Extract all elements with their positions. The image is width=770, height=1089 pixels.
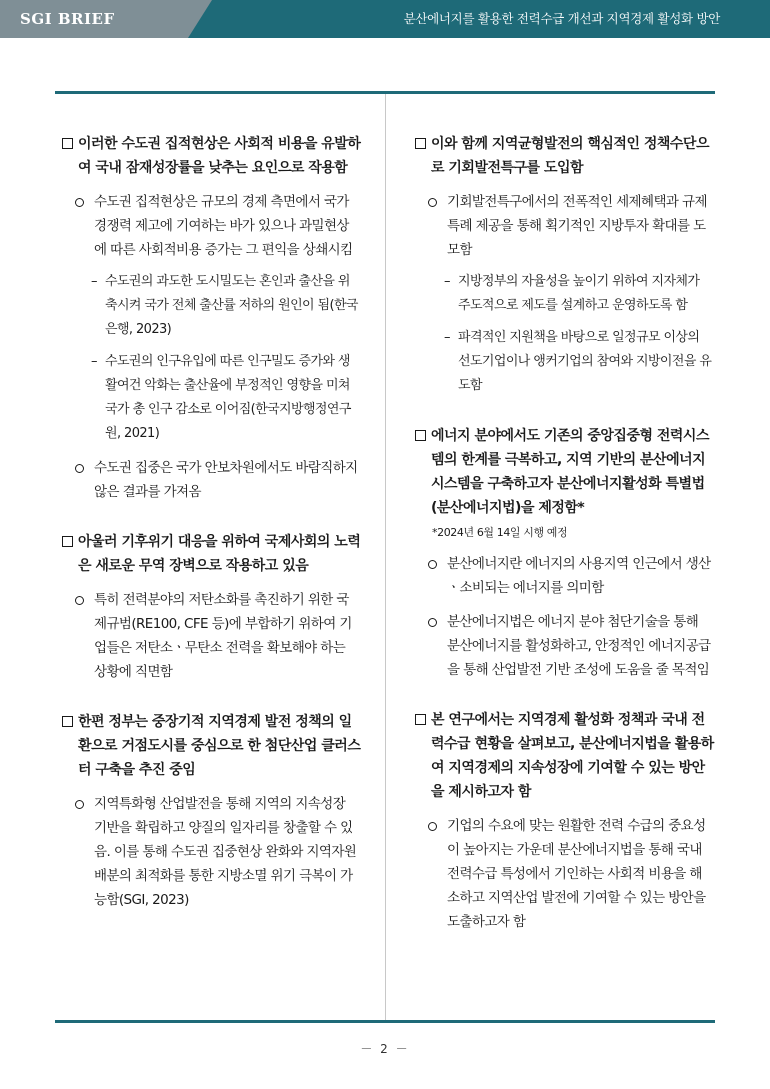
circle-bullet-icon: [428, 560, 437, 569]
circle-item: [75, 792, 361, 912]
dash-bullet-icon: –: [444, 274, 450, 289]
dash-item-text: 파격적인 지원책을 바탕으로 일정규모 이상의 선도기업이나 앵커기업의 참여와 지방이전을 유도함: [458, 330, 712, 393]
section-heading: [61, 132, 361, 180]
right-column: [414, 132, 714, 960]
circle-item-text: 기업의 수요에 맞는 원활한 전력 수급의 중요성이 높아지는 가운데 분산에너지법을 통해 국내 전력수급 특성에서 기인하는 사회적 비용을 해소하고 지역산업 발전에 기여할 수 있는 방안을 도출하고자 함: [447, 818, 706, 930]
dash-bullet-icon: –: [91, 354, 97, 369]
section-block: [414, 424, 714, 682]
section-heading: [414, 424, 714, 520]
checkbox-bullet-icon: [415, 138, 426, 149]
bottom-rule: [55, 1020, 715, 1023]
circle-item: [75, 588, 361, 684]
report-title: 분산에너지를 활용한 전력수급 개선과 지역경제 활성화 방안: [403, 11, 720, 26]
section-block: [414, 132, 714, 398]
section-heading-text: 한편 정부는 중장기적 지역경제 발전 정책의 일환으로 거점도시를 중심으로 한 첨단산업 클러스터 구축을 추진 중임: [78, 714, 361, 778]
footnote: *2024년 6월 14일 시행 예정: [432, 526, 568, 539]
circle-item-text: 특히 전력분야의 저탄소화를 촉진하기 위한 국제규범(RE100, CFE 등)에 부합하기 위하여 기업들은 저탄소ㆍ무탄소 전력을 확보해야 하는 상황에 직면함: [94, 592, 352, 680]
section-block: [61, 710, 361, 912]
dash-bullet-icon: –: [91, 274, 97, 289]
circle-item: [428, 190, 714, 262]
section-heading: [414, 132, 714, 180]
circle-item-text: 수도권 집적현상은 규모의 경제 측면에서 국가경쟁력 제고에 기여하는 바가 있으나 과밀현상에 따른 사회적비용 증가는 그 편익을 상쇄시킴: [94, 194, 353, 258]
section-heading-text: 본 연구에서는 지역경제 활성화 정책과 국내 전력수급 현황을 살펴보고, 분산에너지법을 활용하여 지역경제의 지속성장에 기여할 수 있는 방안을 제시하고자 함: [431, 712, 714, 800]
circle-item-text: 분산에너지법은 에너지 분야 첨단기술을 통해 분산에너지를 활성화하고, 안정적인 에너지공급을 통해 산업발전 기반 조성에 도움을 줄 목적임: [447, 614, 711, 678]
section-heading: [414, 708, 714, 804]
checkbox-bullet-icon: [62, 536, 73, 547]
section-heading-text: 이러한 수도권 집적현상은 사회적 비용을 유발하여 국내 잠재성장률을 낮추는 요인으로 작용함: [78, 136, 361, 176]
dash-item: [444, 326, 714, 398]
column-divider: [385, 94, 386, 1020]
checkbox-bullet-icon: [415, 714, 426, 725]
circle-item: [75, 190, 361, 262]
section-heading: [61, 530, 361, 578]
circle-bullet-icon: [428, 198, 437, 207]
circle-item-text: 기회발전특구에서의 전폭적인 세제혜택과 규제특례 제공을 통해 획기적인 지방투자 확대를 도모함: [447, 194, 707, 258]
dash-item-text: 지방정부의 자율성을 높이기 위하여 지자체가 주도적으로 제도를 설계하고 운영하도록 함: [458, 274, 700, 313]
left-column: [61, 132, 361, 938]
circle-bullet-icon: [428, 822, 437, 831]
section-heading: [61, 710, 361, 782]
circle-bullet-icon: [75, 596, 84, 605]
checkbox-bullet-icon: [415, 430, 426, 441]
section-heading-text: 이와 함께 지역균형발전의 핵심적인 정책수단으로 기회발전특구를 도입함: [431, 136, 709, 176]
circle-item: [428, 552, 714, 600]
dash-item: [444, 270, 714, 318]
dash-bullet-icon: –: [444, 330, 450, 345]
dash-item: [91, 270, 361, 342]
circle-item: [75, 456, 361, 504]
section-block: [61, 132, 361, 504]
circle-item-text: 지역특화형 산업발전을 통해 지역의 지속성장 기반을 확립하고 양질의 일자리를 창출할 수 있음. 이를 통해 수도권 집중현상 완화와 지역자원 배분의 최적화를 통한 지방소멸 위기 극복이 가능함(SGI, 2023): [94, 796, 357, 908]
dash-item-text: 수도권의 인구유입에 따른 인구밀도 증가와 생활여건 악화는 출산율에 부정적인 영향을 미쳐 국가 총 인구 감소로 이어짐(한국지방행정연구원, 2021): [105, 354, 351, 441]
checkbox-bullet-icon: [62, 716, 73, 727]
page-number: － 2 －: [360, 1042, 410, 1056]
circle-bullet-icon: [428, 618, 437, 627]
brand-logo: SGI BRIEF: [20, 10, 115, 28]
section-heading-text: 에너지 분야에서도 기존의 중앙집중형 전력시스템의 한계를 극복하고, 지역 기반의 분산에너지 시스템을 구축하고자 분산에너지활성화 특별법(분산에너지법)을 제정함*: [431, 428, 709, 516]
circle-bullet-icon: [75, 198, 84, 207]
circle-bullet-icon: [75, 800, 84, 809]
dash-item-text: 수도권의 과도한 도시밀도는 혼인과 출산을 위축시켜 국가 전체 출산률 저하의 원인이 됨(한국은행, 2023): [105, 274, 358, 337]
dash-item: [91, 350, 361, 446]
circle-item-text: 수도권 집중은 국가 안보차원에서도 바람직하지 않은 결과를 가져옴: [94, 460, 358, 500]
section-block: [414, 708, 714, 934]
circle-bullet-icon: [75, 464, 84, 473]
circle-item: [428, 814, 714, 934]
section-heading-text: 아울러 기후위기 대응을 위하여 국제사회의 노력은 새로운 무역 장벽으로 작용하고 있음: [78, 534, 361, 574]
section-block: [61, 530, 361, 684]
checkbox-bullet-icon: [62, 138, 73, 149]
page-header: [0, 0, 770, 38]
circle-item-text: 분산에너지란 에너지의 사용지역 인근에서 생산ㆍ소비되는 에너지를 의미함: [447, 556, 711, 596]
circle-item: [428, 610, 714, 682]
